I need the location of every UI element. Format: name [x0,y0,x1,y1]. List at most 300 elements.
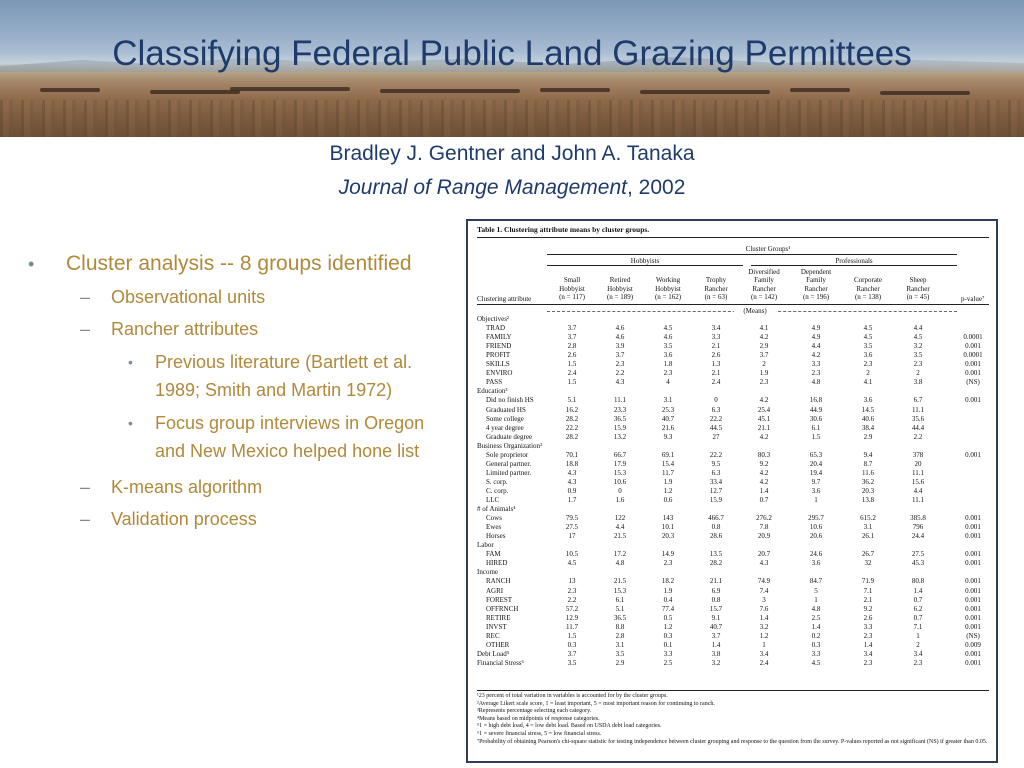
table-cell: 1.9 [663,477,673,486]
table-cell: 22.2 [709,450,723,459]
table-cell: 385.8 [910,514,926,523]
table-cell: 1.2 [759,631,769,640]
journal-name: Journal of Range Management [338,176,627,199]
table-cell: 21.1 [757,423,771,432]
row-label: OFFRNCH [486,604,519,613]
table-cell: 466.7 [708,514,724,523]
dash-marker: – [80,319,91,339]
table-cell: 7.1 [913,622,923,631]
column-header-line: Rancher [804,284,828,293]
table-cell: 11.6 [862,468,874,477]
authors-line: Bradley J. Gentner and John A. Tanaka [329,142,695,165]
table-cell: 6.1 [811,423,821,432]
bullet-marker: • [28,254,35,274]
table-cell: 13 [568,577,576,586]
table-cell: 2.8 [567,342,577,351]
pvalue-cell: 0.0001 [963,333,983,342]
table-cell: 18.8 [565,459,579,468]
table-cell: 5 [814,586,818,595]
table-cell: 20.9 [757,532,771,541]
footnote: ²Average Likert scale score, 1 = least important, 5 = most important reason for continuing to ranch. [477,700,715,707]
table-cell: 16.2 [565,405,579,414]
table-cell: 1.8 [663,360,673,369]
table-cell: 4.2 [759,468,769,477]
table-cell: 38.4 [861,423,875,432]
table-cell: 0.2 [811,631,821,640]
table-cell: 2.6 [567,351,577,360]
table-cell: 2.2 [615,369,625,378]
row-label: FAMILY [486,333,512,342]
table-cell: 14.5 [861,405,875,414]
table-cell: 45.1 [757,414,771,423]
table-cell: 3.4 [913,649,923,658]
table-cell: 3.1 [863,523,873,532]
table-cell: 7.1 [863,586,873,595]
table-cell: 1.9 [759,369,769,378]
section-heading: # of Animals⁴ [477,505,516,514]
table-cell: 0.9 [567,486,577,495]
hobbyists-header: Hobbyists [630,257,660,265]
table-cell: 20.7 [757,550,771,559]
table-rule [477,237,989,238]
bullet-marker: • [128,354,133,370]
table-cell: 24.6 [809,550,823,559]
table-cell: 13.2 [613,432,627,441]
column-header-line: (n = 45) [906,292,930,301]
table-cell: 0.8 [711,523,721,532]
professionals-header: Professionals [835,257,873,265]
table-cell: 4.4 [913,486,923,495]
table-cell: 1.4 [759,486,769,495]
row-label: FAM [486,550,501,559]
table-cell: 40.7 [661,414,675,423]
table-cell: 9.2 [759,459,769,468]
table-cell: 2 [762,360,766,369]
bullet-text: Validation process [111,509,257,529]
table-cell: 11.1 [912,468,924,477]
table-cell: 10.6 [613,477,627,486]
column-header-line: (n = 196) [802,292,830,301]
table-cell: 4.1 [863,378,873,387]
table-cell: 4.8 [811,604,821,613]
table-cell: 15.4 [661,459,675,468]
citation-line [0,176,1024,200]
table-cell: 7.4 [759,586,769,595]
table-cell: 17.9 [613,459,627,468]
table-cell: 0 [714,396,718,405]
table-cell: 295.7 [808,514,824,523]
table-cell: 2.2 [913,432,923,441]
table-cell: 2.3 [567,586,577,595]
table-cell: 1.2 [663,486,673,495]
table-cell: 3.5 [913,351,923,360]
table-cell: 3.3 [663,649,673,658]
footnote: ⁴Means based on midpoints of response categories. [477,715,600,722]
sub-bullet-item [22,281,442,313]
table-cell: 3.5 [567,658,577,667]
table-cell: 3 [762,595,766,604]
table-cell: 3.3 [863,622,873,631]
table-cell: 25.3 [661,405,675,414]
table-cell: 30.6 [809,414,823,423]
table-cell: 1 [916,631,920,640]
table-cell: 3.3 [811,649,821,658]
table-cell: 4 [666,378,670,387]
column-header-line: Small [563,276,581,285]
table-cell: 5.1 [567,396,577,405]
table-cell: 1.6 [615,496,625,504]
table-cell: 1.2 [663,622,673,631]
pvalue-cell: 0.001 [965,396,981,405]
bullet-text: Observational units [111,287,266,307]
pvalue-cell: 0.001 [965,360,981,369]
table-cell: 79.5 [565,514,579,523]
table-cell: 3.2 [759,622,769,631]
table-cell: 3.5 [663,342,673,351]
table-cell: 4.5 [567,559,577,568]
table-cell: 4.2 [759,432,769,441]
table-cell: 8.8 [615,622,625,631]
header-rule [547,254,957,255]
bullet-list [22,247,442,535]
table-cell: 84.7 [809,577,823,586]
pvalue-cell: 0.001 [965,577,981,586]
table-cell: 25.4 [757,405,771,414]
table-rule [477,304,989,305]
table-cell: 3.4 [711,324,721,333]
table-cell: 0.3 [567,640,577,649]
table-cell: 71.9 [861,577,875,586]
table-cell: 1 [814,496,818,504]
table-cell: 9.3 [663,432,673,441]
table-cell: 1 [814,595,818,604]
row-label: RETIRE [486,613,511,622]
table-cell: 2.4 [759,658,769,667]
table-cell: 9.1 [711,613,721,622]
table-cell: 23.3 [613,405,627,414]
table-cell: 1.5 [567,631,577,640]
table-cell: 28.2 [709,559,723,568]
table-cell: 26.1 [861,532,875,541]
dash-marker: – [80,477,91,497]
table-cell: 27 [712,432,720,441]
table-cell: 15.3 [613,586,627,595]
table-cell: 74.9 [757,577,771,586]
bullet-text: Cluster analysis -- 8 groups identified [66,252,412,275]
pvalue-cell: 0.001 [965,550,981,559]
column-header-line: (n = 162) [654,292,682,301]
table-cell: 2.5 [663,658,673,667]
pvalue-cell: 0.001 [965,523,981,532]
table-cell: 6.1 [615,595,625,604]
row-label: Some college [486,414,524,423]
pvalue-cell: 0.001 [965,595,981,604]
table-cell: 9.4 [863,450,873,459]
table-cell: 6.3 [711,405,721,414]
table-cell: 4.2 [811,351,821,360]
table-cell: 80.8 [911,577,925,586]
rangeland-scrub [0,100,1024,137]
row-label: FOREST [486,595,513,604]
row-label: Sole proprietor [486,450,529,459]
bullet-text: Previous literature (Bartlett et al. 1989; Smith and Martin 1972) [155,352,413,400]
table-cell: 2.3 [863,360,873,369]
table-cell: 3.1 [615,640,625,649]
cattle-herd [0,86,1024,100]
table-cell: 2.3 [863,658,873,667]
pvalue-cell: 0.001 [965,559,981,568]
table-cell: 4.5 [913,333,923,342]
table-cell: 15.3 [613,468,627,477]
row-label: Ewes [486,523,502,532]
column-header-line: Corporate [854,276,882,285]
row-label: TRAD [486,324,506,333]
table-cell: 2.3 [615,360,625,369]
table-cell: 6.9 [711,586,721,595]
table-cell: 11.7 [662,468,674,477]
table-cell: 4.4 [811,342,821,351]
table-cell: 1.5 [811,432,821,441]
column-header-line: Rancher [704,284,728,293]
table-cell: 0.7 [913,595,923,604]
row-label: PASS [486,378,503,387]
pvalue-cell: 0.001 [965,342,981,351]
bullet-marker: • [128,415,133,431]
table-cell: 2.1 [711,342,721,351]
table-cell: 9.5 [711,459,721,468]
table-cell: 1.4 [759,613,769,622]
table-cell: 9.7 [811,477,821,486]
table-cell: 1.4 [811,622,821,631]
table-cell: 66.7 [613,450,627,459]
table-cell: 36.2 [861,477,875,486]
row-label: Did no finish HS [486,396,534,405]
table-cell: 27.5 [911,550,925,559]
table-cell: 3.6 [811,486,821,495]
column-header-line: (n = 142) [750,292,778,301]
table-cell: 3.9 [615,342,625,351]
table-cell: 33.4 [709,477,723,486]
row-label: REC [486,631,500,640]
table-cell: 3.8 [913,378,923,387]
table-cell: 6.3 [711,468,721,477]
table-cell: 4.6 [615,324,625,333]
table-cell: 22.2 [565,423,579,432]
table-cell: 3.7 [567,324,577,333]
table-cell: 18.2 [661,577,675,586]
table-cell: 4.8 [811,378,821,387]
sub-bullet-item [22,503,442,535]
column-header-line: Family [806,276,826,285]
pvalue-cell: 0.001 [965,586,981,595]
table-cell: 0.3 [811,640,821,649]
table-cell: 2.3 [913,658,923,667]
row-label: AGRI [486,586,504,595]
table-cell: 378 [912,450,924,459]
table-cell: 13.5 [709,550,723,559]
table-cell: 3.2 [913,342,923,351]
table-cell: 15.6 [911,477,925,486]
table-cell: 2.9 [759,342,769,351]
table-cell: 77.4 [661,604,675,613]
column-header-line: Sheep [909,276,927,285]
table-cell: 20.3 [661,532,675,541]
table-cell: 20 [914,459,922,468]
table-cell: 4.9 [811,324,821,333]
table-cell: 26.7 [861,550,875,559]
table-cell: 3.7 [711,631,721,640]
row-label: C. corp. [486,486,509,495]
table-cell: 0.8 [711,595,721,604]
footnote: ⁷Probability of obtaining Pearson's chi-square statistic for testing independence between cluster grouping and response to the question from the survey. P-values reported as not significant (NS) if greater than 0.05. [477,738,988,745]
table-cell: 3.1 [663,396,673,405]
pvalue-cell: (NS) [966,378,980,387]
table-cell: 22.2 [709,414,723,423]
pvalue-cell: 0.001 [965,604,981,613]
table-cell: 28.6 [709,532,723,541]
table-cell: 2.6 [711,351,721,360]
column-header-line: Trophy [705,276,727,285]
table-cell: 15.9 [613,423,627,432]
section-heading: Education³ [477,387,508,396]
table-cell: 21.5 [613,532,627,541]
table-cell: 15.9 [709,496,723,504]
table-cell: 3.6 [863,351,873,360]
table-cell: 4.4 [913,324,923,333]
table-cell: 0.1 [663,640,673,649]
table-cell: 4.5 [663,324,673,333]
table-cell: 21.5 [613,577,627,586]
table-cell: 7.6 [759,604,769,613]
footnote: ³Represents percentage selecting each category. [477,708,592,715]
row-label: Graduate degree [486,432,533,441]
table-cell: 4.5 [863,324,873,333]
table-cell: 4.5 [811,658,821,667]
table-caption: Table 1. Clustering attribute means by cluster groups. [477,225,650,234]
column-header-line: Retired [609,276,631,285]
column-header-line: Family [754,276,774,285]
table-cell: 32 [864,559,872,568]
table-cell: 3.8 [711,649,721,658]
table-cell: 3.3 [711,333,721,342]
header-rule [751,265,957,266]
table-cell: 9.2 [863,604,873,613]
table-cell: 7.8 [759,523,769,532]
column-header-line: Rancher [906,284,930,293]
table-cell: 36.5 [613,414,627,423]
section-heading: Labor [477,541,494,550]
row-label: Debt Load⁵ [477,649,510,658]
table-cell: 40.7 [709,622,723,631]
table-cell: 21.6 [661,423,675,432]
row-label: OTHER [486,640,510,649]
table-cell: 122 [614,514,626,523]
table-cell: 2.8 [615,631,625,640]
table-cell: 2.2 [567,595,577,604]
table-cell: 796 [912,523,924,532]
table-cell: 615.2 [860,514,876,523]
row-label: S. corp. [486,477,508,486]
table-cell: 2.3 [663,559,673,568]
table-cell: 3.4 [863,649,873,658]
bullet-text: Focus group interviews in Oregon and New Mexico helped hone list [155,413,425,461]
table-cell: 3.7 [615,351,625,360]
column-header-line: (n = 138) [854,292,882,301]
table-cell: 2.6 [863,613,873,622]
row-label: PROFIT [486,351,511,360]
table-cell: 19.4 [809,468,823,477]
table-cell: 11.1 [912,405,924,414]
table-cell: 12.7 [709,486,723,495]
pvalue-cell: 0.001 [965,622,981,631]
column-header-line: Working [655,276,681,285]
table-cell: 36.5 [613,613,627,622]
table-cell: 2.1 [711,369,721,378]
table-cell: 20.6 [809,532,823,541]
table-cell: 2.4 [711,378,721,387]
bullet-text: K-means algorithm [111,477,263,497]
row-label: 4 year degree [486,423,524,432]
pvalue-header: p-value⁷ [961,295,985,303]
sub-sub-bullet-item [22,349,442,404]
table-cell: 4.2 [759,396,769,405]
row-label: HIRED [486,559,508,568]
table-cell: 2.5 [811,613,821,622]
table-cell: 3.6 [811,559,821,568]
row-label: RANCH [486,577,511,586]
footnote: ¹23 percent of total variation in variables is accounted for by the cluster groups. [477,693,668,699]
table-cell: 2 [866,369,870,378]
pvalue-cell: 0.001 [965,369,981,378]
table-cell: 44.5 [709,423,723,432]
column-header-line: Hobbyist [655,284,681,293]
table-cell: 15.7 [709,604,723,613]
table-cell: 65.3 [809,450,823,459]
column-header-line: Hobbyist [607,284,633,293]
table-cell: 16.8 [809,396,823,405]
table-cell: 4.1 [759,324,769,333]
table-cell: 4.2 [759,477,769,486]
sub-sub-bullet-item [22,410,442,465]
section-heading: Objectives² [477,315,510,323]
cluster-groups-header: Cluster Groups¹ [745,245,791,253]
table-cell: 4.6 [615,333,625,342]
table-cell: 4.6 [663,333,673,342]
table-cell: 11.1 [912,496,924,504]
table-cell: 3.2 [711,658,721,667]
table-cell: 4.3 [567,477,577,486]
column-header-line: Dependent [800,268,832,276]
footnote: ⁵1 = high debt load, 4 = low debt load. Based on USDA debt load categories. [477,723,662,730]
table-cell: 2.9 [615,658,625,667]
table-footnotes [477,693,989,746]
table-cell: 21.1 [709,577,723,586]
attribute-header: Clustering attribute [477,295,532,303]
table-cell: 4.8 [615,559,625,568]
table-cell: 4.4 [615,523,625,532]
slide-title: Classifying Federal Public Land Grazing Permittees [112,34,912,73]
table-cell: 2 [916,640,920,649]
table-cell: 1.4 [711,640,721,649]
row-label: Horses [486,532,506,541]
table-cell: 3.5 [615,649,625,658]
table-cell: 6.2 [913,604,923,613]
pvalue-cell: (NS) [966,631,980,640]
row-label: ENVIRO [486,369,513,378]
table-cell: 3.6 [663,351,673,360]
table-cell: 20.4 [809,459,823,468]
table-cell: 28.2 [565,432,579,441]
